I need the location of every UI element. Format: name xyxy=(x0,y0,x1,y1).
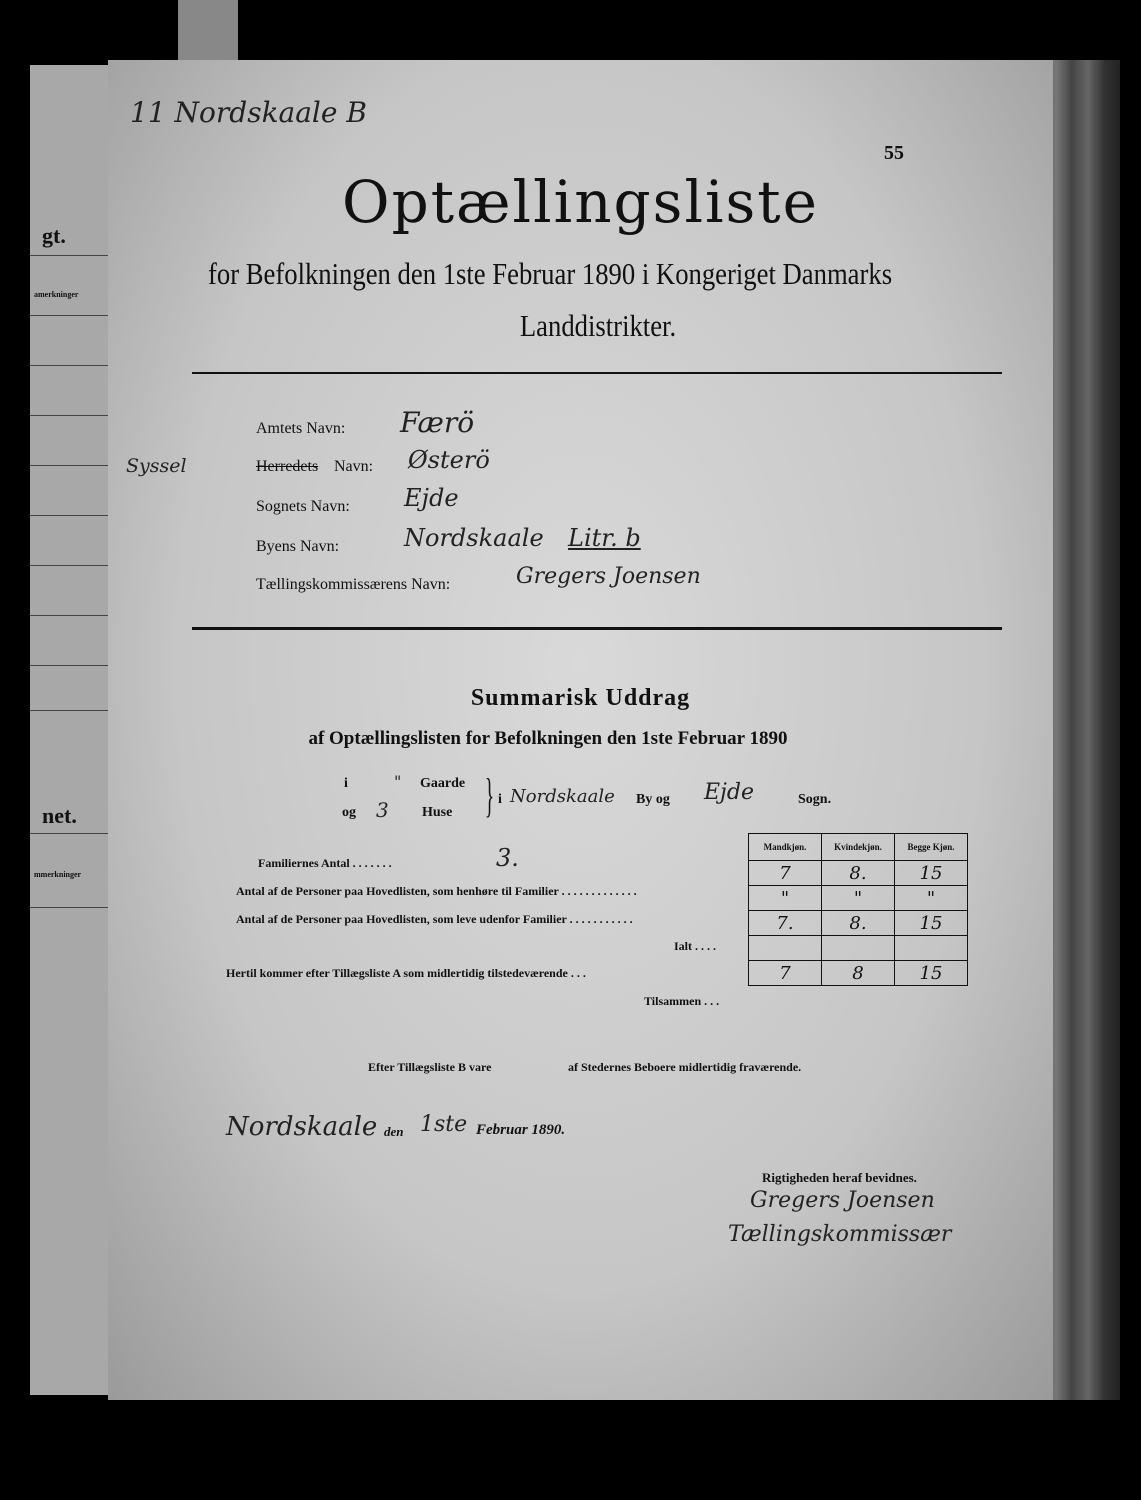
by-extra: Litr. b xyxy=(568,524,641,552)
table-cell xyxy=(895,936,968,961)
left-fragment: amerkninger xyxy=(34,290,79,299)
i-label: i xyxy=(344,776,348,791)
table-cell: " xyxy=(895,886,968,911)
by-label: Byens Navn: xyxy=(256,538,340,555)
table-cell: 7 xyxy=(749,861,822,886)
sogn-value: Ejde xyxy=(404,484,459,512)
subtitle-line1: for Befolkningen den 1ste Februar 1890 i Kongeriget Danmarks xyxy=(208,256,893,291)
counts-table xyxy=(748,833,968,986)
summary-by-label: By og xyxy=(636,792,670,807)
tillaeg-b-right: af Stedernes Beboere midlertidig fraværende. xyxy=(568,1060,802,1074)
amt-label: Amtets Navn: xyxy=(256,420,346,437)
signature-title: Tællingskommissær xyxy=(728,1222,952,1247)
huse-value: 3 xyxy=(376,798,389,822)
amt-value: Færö xyxy=(400,406,475,439)
brace: } xyxy=(484,769,495,822)
herred-label: Navn: xyxy=(334,458,374,475)
summary-title: Summarisk Uddrag xyxy=(470,685,691,711)
by-value: Nordskaale xyxy=(404,524,544,552)
kommissaer-value: Gregers Joensen xyxy=(516,564,701,589)
page-title: Optællingsliste xyxy=(342,168,819,236)
kommissaer-label: Tællingskommissærens Navn: xyxy=(256,576,451,593)
table-cell: 15 xyxy=(895,961,968,986)
side-note: Syssel xyxy=(126,455,187,477)
binding-tab xyxy=(178,0,238,60)
attest-text: Rigtigheden heraf bevidnes. xyxy=(762,1170,917,1185)
familier-label: Familiernes Antal . . . . . . . xyxy=(258,856,392,870)
header-mandkjon: Mandkjøn. xyxy=(749,834,822,861)
gaarde-value: " xyxy=(394,772,402,791)
og-label: og xyxy=(342,805,356,820)
table-cell: 15 xyxy=(895,911,968,936)
header-kvindekjon: Kvindekjøn. xyxy=(822,834,895,861)
table-cell: " xyxy=(749,886,822,911)
i2-label: i xyxy=(498,792,502,807)
tillaeg-b-left: Efter Tillægsliste B vare xyxy=(368,1060,492,1074)
census-page xyxy=(108,60,1053,1400)
herred-value: Østerö xyxy=(408,446,490,474)
row-label-tillaeg-a: Hertil kommer efter Tillægsliste A som midlertidig tilstedeværende . . . xyxy=(226,966,586,980)
date-printed: Februar 1890. xyxy=(476,1122,566,1138)
header-begge: Begge Kjøn. xyxy=(895,834,968,861)
row-label-familier: Antal af de Personer paa Hovedlisten, som henhøre til Familier . . . . . . . . . . . . . xyxy=(236,884,637,898)
sogn-label: Sognets Navn: xyxy=(256,498,350,515)
table-cell xyxy=(822,936,895,961)
divider xyxy=(192,372,1002,374)
gaarde-label: Gaarde xyxy=(420,776,466,791)
table-cell: 8 xyxy=(822,961,895,986)
herred-struck: Herredets xyxy=(256,458,319,475)
row-label-tilsammen: Tilsammen . . . xyxy=(644,994,720,1008)
left-fragment: gt. xyxy=(42,223,66,248)
table-cell: " xyxy=(822,886,895,911)
left-fragment: mmerkninger xyxy=(34,870,82,879)
summary-subtitle: af Optællingslisten for Befolkningen den 1ste Februar 1890 xyxy=(308,728,788,749)
summary-sogn-label: Sogn. xyxy=(798,792,832,807)
table-cell: 15 xyxy=(895,861,968,886)
row-label-ialt: Ialt . . . . xyxy=(674,939,716,953)
summary-by-value: Nordskaale xyxy=(510,786,615,807)
place-handwritten: Nordskaale xyxy=(226,1112,378,1142)
den-label: den xyxy=(384,1124,404,1139)
summary-sogn-value: Ejde xyxy=(704,780,754,805)
signature-name: Gregers Joensen xyxy=(750,1188,935,1213)
table-cell: 8. xyxy=(822,911,895,936)
table-cell xyxy=(749,936,822,961)
table-cell: 7. xyxy=(749,911,822,936)
huse-label: Huse xyxy=(422,805,453,820)
divider xyxy=(192,627,1002,630)
margin-note: 11 Nordskaale B xyxy=(130,96,367,129)
table-cell: 7 xyxy=(749,961,822,986)
left-fragment: net. xyxy=(42,803,77,828)
table-cell: 8. xyxy=(822,861,895,886)
subtitle-line2: Landdistrikter. xyxy=(519,308,677,343)
left-page xyxy=(30,65,110,1395)
row-label-udenfor: Antal af de Personer paa Hovedlisten, som leve udenfor Familier . . . . . . . . . . . xyxy=(236,912,633,926)
date-handwritten: 1ste xyxy=(420,1112,468,1137)
familier-value: 3. xyxy=(496,844,519,872)
page-number: 55 xyxy=(884,142,904,164)
